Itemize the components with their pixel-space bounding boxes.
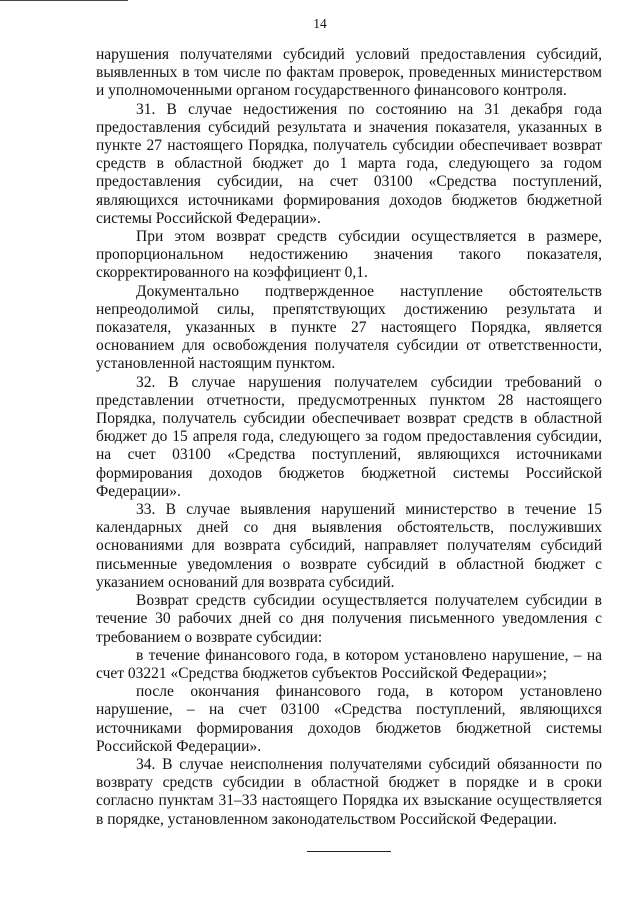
paragraph-item-31-return-amount: При этом возврат средств субсидии осуществляется в размере, пропорциональном недостижению значения такого показателя, скорректированного на коэффициент 0,1.	[96, 228, 602, 282]
paragraph-item-31-force-majeure: Документально подтвержденное наступление обстоятельств непреодолимой силы, препятствующих достижению результата и показателя, указанных в пункте 27 настоящего Порядка, является основанием для освобождения получателя субсидии от ответственности, установленной настоящим пунктом.	[96, 282, 602, 373]
top-edge-rule	[0, 0, 128, 1]
paragraph-item-31: 31. В случае недостижения по состоянию на 31 декабря года предоставления субсидий результата и значения показателя, указанных в пункте 27 настоящего Порядка, получатель субсидии обеспечивает возврат средств в областной бюджет до 1 марта года, следующего за годом предоставления субсидии, на счет 03100 «Средства поступлений, являющихся источниками формирования доходов бюджетов бюджетной системы Российской Федерации».	[96, 100, 602, 227]
document-body	[96, 46, 602, 829]
paragraph-item-33: 33. В случае выявления нарушений министерство в течение 15 календарных дней со дня выявления обстоятельств, послуживших основаниями для возврата субсидий, направляет получателям субсидий письменные уведомления о возврате субсидий в областной бюджет с указанием оснований для возврата субсидий.	[96, 501, 602, 591]
paragraph-item-32: 32. В случае нарушения получателем субсидии требований о представлении отчетности, предусмотренных пунктом 28 настоящего Порядка, получатель субсидии обеспечивает возврат средств в областной бюджет до 15 апреля года, следующего за годом предоставления субсидии, на счет 03100 «Средства поступлений, являющихся источниками формирования доходов бюджетов бюджетной системы Российской Федерации».	[96, 373, 602, 500]
paragraph-item-33-current-year: в течение финансового года, в котором установлено нарушение, – на счет 03221 «Средства бюджетов субъектов Российской Федерации»;	[96, 646, 602, 682]
paragraph-continuation: нарушения получателями субсидий условий предоставления субсидий, выявленных в том числе по фактам проверок, проведенных министерством и уполномоченными органом государственного финансового контроля.	[96, 46, 602, 100]
page-number: 14	[313, 16, 327, 31]
end-of-text-rule	[307, 851, 391, 852]
paragraph-item-34: 34. В случае неисполнения получателями субсидий обязанности по возврату средств субсидии в областной бюджет в порядке и в сроки согласно пунктам 31–33 настоящего Порядка их взыскание осуществляется в порядке, установленном законодательством Российской Федерации.	[96, 755, 602, 828]
paragraph-item-33-return-term: Возврат средств субсидии осуществляется получателем субсидии в течение 30 рабочих дней со дня получения письменного уведомления с требованием о возврате субсидии:	[96, 592, 602, 646]
paragraph-item-33-after-year: после окончания финансового года, в котором установлено нарушение, – на счет 03100 «Средства поступлений, являющихся источниками формирования доходов бюджетов бюджетной системы Российской Федерации».	[96, 683, 602, 755]
